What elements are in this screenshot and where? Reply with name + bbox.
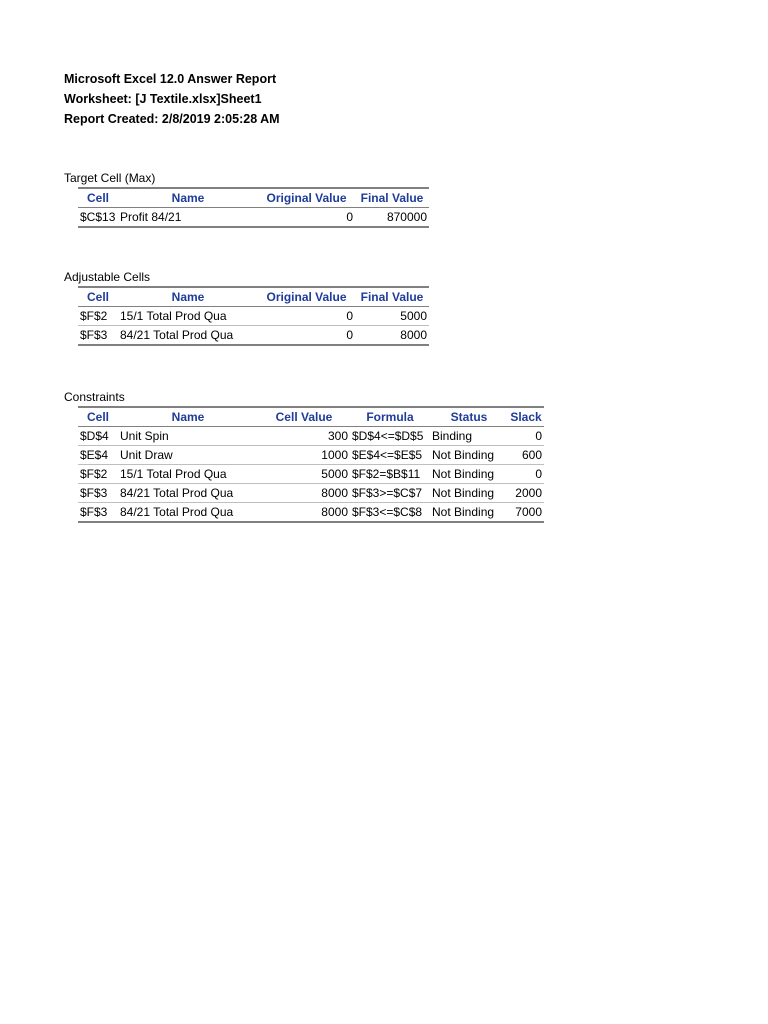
slack: 600 [508,446,544,465]
formula: $F$2=$B$11 [350,465,430,484]
final-value: 5000 [355,307,429,326]
status: Binding [430,427,508,446]
target-header-row [78,188,429,208]
table-row [78,465,544,484]
status: Not Binding [430,446,508,465]
table-row [78,427,544,446]
cell-value: 300 [258,427,350,446]
col-slack-header: Slack [508,407,544,427]
final-value: 870000 [355,208,429,228]
cell-ref: $D$4 [78,427,118,446]
constraints-section-title: Constraints [64,390,125,404]
adjustable-section-title: Adjustable Cells [64,270,151,284]
cell-name: Unit Draw [118,446,258,465]
cell-name: 15/1 Total Prod Qua [118,465,258,484]
col-original-value-header: Original Value [258,287,355,307]
col-final-value-header: Final Value [355,188,429,208]
report-created: Report Created: 2/8/2019 2:05:28 AM [64,112,280,126]
cell-value: 8000 [258,503,350,523]
final-value: 8000 [355,326,429,346]
formula: $E$4<=$E$5 [350,446,430,465]
col-final-value-header: Final Value [355,287,429,307]
cell-name: 84/21 Total Prod Qua [118,326,258,346]
table-row [78,503,544,523]
cell-ref: $F$2 [78,307,118,326]
formula: $F$3<=$C$8 [350,503,430,523]
constraints-table [78,406,544,523]
formula: $F$3>=$C$7 [350,484,430,503]
cell-name: 15/1 Total Prod Qua [118,307,258,326]
col-name-header: Name [118,287,258,307]
cell-name: Profit 84/21 [118,208,258,228]
original-value: 0 [258,326,355,346]
col-name-header: Name [118,407,258,427]
cell-name: 84/21 Total Prod Qua [118,484,258,503]
formula: $D$4<=$D$5 [350,427,430,446]
cell-ref: $E$4 [78,446,118,465]
slack: 0 [508,465,544,484]
slack: 2000 [508,484,544,503]
cell-ref: $C$13 [78,208,118,228]
adjustable-table [78,286,429,346]
cell-name: 84/21 Total Prod Qua [118,503,258,523]
col-name-header: Name [118,188,258,208]
table-row [78,307,429,326]
status: Not Binding [430,465,508,484]
status: Not Binding [430,503,508,523]
col-cell-header: Cell [78,287,118,307]
table-row [78,208,429,228]
slack: 7000 [508,503,544,523]
status: Not Binding [430,484,508,503]
cell-ref: $F$2 [78,465,118,484]
report-worksheet: Worksheet: [J Textile.xlsx]Sheet1 [64,92,262,106]
table-row [78,484,544,503]
report-title: Microsoft Excel 12.0 Answer Report [64,72,277,86]
col-status-header: Status [430,407,508,427]
slack: 0 [508,427,544,446]
original-value: 0 [258,208,355,228]
cell-name: Unit Spin [118,427,258,446]
col-cell-header: Cell [78,407,118,427]
constraints-header-row [78,407,544,427]
original-value: 0 [258,307,355,326]
target-table [78,187,429,228]
col-cell-value-header: Cell Value [258,407,350,427]
cell-ref: $F$3 [78,503,118,523]
cell-ref: $F$3 [78,326,118,346]
col-original-value-header: Original Value [258,188,355,208]
cell-value: 1000 [258,446,350,465]
table-row [78,446,544,465]
cell-value: 5000 [258,465,350,484]
col-formula-header: Formula [350,407,430,427]
cell-ref: $F$3 [78,484,118,503]
cell-value: 8000 [258,484,350,503]
adjustable-header-row [78,287,429,307]
col-cell-header: Cell [78,188,118,208]
table-row [78,326,429,346]
target-section-title: Target Cell (Max) [64,171,156,185]
